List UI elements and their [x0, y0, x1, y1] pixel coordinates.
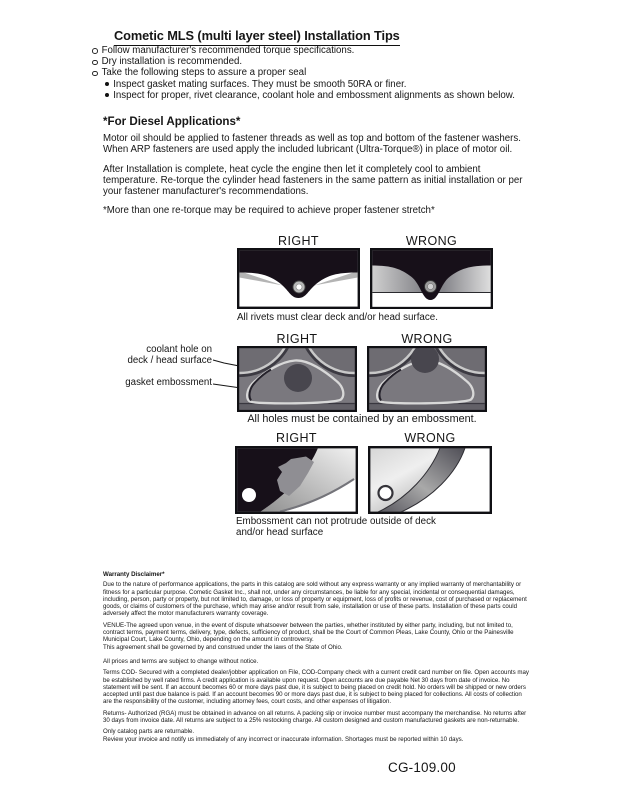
gasket-embossment-callout: gasket embossment	[125, 377, 212, 388]
venue-paragraph: VENUE-The agreed upon venue, in the event of dispute whatsoever between the parties, whether instituted by either party, including, but not limited to, contract terms, payment terms, delivery, type, defects, sufficiency of product, shall be the Court of Common Pleas, Lake County, Ohio or the Painesville Municipal Court, Lake County, Ohio, depending on the amount in controversy. This agreement shall be governed by and construed under the laws of the State of Ohio.	[103, 621, 514, 651]
row3-caption: Embossment can not protrude outside of deck and/or head surface	[236, 516, 436, 539]
wrong-label: WRONG	[405, 234, 458, 248]
diesel-paragraph-1: Motor oil should be applied to fastener threads as well as top and bottom of the fastener washers. When ARP fasteners are used apply the included lubricant (Ultra-Torque®) in place of motor oil.	[103, 133, 521, 156]
page-title: Cometic MLS (multi layer steel) Installation Tips	[114, 28, 400, 46]
coolant-hole-callout: coolant hole on deck / head surface	[127, 344, 212, 366]
rivet-diagram-right	[237, 248, 360, 309]
row2-caption: All holes must be contained by an embossment.	[247, 413, 477, 425]
list-item	[92, 45, 515, 56]
terms-paragraph: Terms COD- Secured with a completed dealer/jobber application on File, COD-Company check with a current credit card number on file. Open accounts may be established by well rated firms. A credit application is available upon request. Open accounts are due payable Net 30 days from date of invoice. No statement will be sent. If an account becomes 60 or more days past due, it is subject to being placed on credit hold. No orders will be shipped or new orders accepted until past due balance is paid. If an account becomes 90 or more days past due, it is subject to being placed for collections. All costs of collection are the responsibility of the customer, including attorney fees, court costs, and other expenses of litigation.	[103, 669, 529, 706]
diesel-paragraph-2: After Installation is complete, heat cycle the engine then let it completely cool to ambient temperature. Re-torque the cylinder head fasteners in the same pattern as initial installation or per your fastener manufacturer's recommendations.	[103, 163, 523, 197]
wrong-label: WRONG	[404, 431, 456, 445]
list-item	[105, 79, 515, 90]
returns-paragraph: Returns- Authorized (RGA) must be obtained in advance on all returns. A packing slip or invoice number must accompany the merchandise. No returns after 30 days from invoice date. All returns are subject to a 25% restocking charge. All custom designed and custom manufactured gaskets are non-returnable.	[103, 709, 527, 725]
wrong-label: WRONG	[401, 332, 453, 346]
bullet-text: Dry installation is recommended.	[101, 56, 243, 68]
rivet-diagram-wrong	[370, 248, 493, 309]
diesel-heading: *For Diesel Applications*	[103, 115, 241, 128]
list-item	[105, 90, 515, 101]
catalog-paragraph: Only catalog parts are returnable. Review your invoice and notify us immediately of any incorrect or inaccurate information. Shortages must be reported within 10 days.	[103, 728, 464, 743]
circle-bullet-icon	[92, 60, 98, 66]
row1-caption: All rivets must clear deck and/or head surface.	[237, 312, 438, 323]
legal-section	[103, 571, 529, 747]
dot-bullet-icon	[105, 82, 109, 86]
list-item	[92, 67, 515, 78]
legal-heading: Warranty Disclaimer*	[103, 571, 165, 578]
coolant-hole	[284, 364, 312, 392]
coolant-hole-diagram-right	[237, 346, 357, 412]
right-label: RIGHT	[278, 234, 319, 248]
deck-edge-diagram-right	[235, 446, 358, 514]
bullet-text: Inspect for proper, rivet clearance, coolant hole and embossment alignments as shown below.	[113, 89, 515, 101]
circle-bullet-icon	[92, 48, 98, 54]
bolt-hole	[242, 488, 256, 502]
right-label: RIGHT	[276, 332, 318, 346]
deck-edge-diagram-wrong	[368, 446, 492, 514]
warranty-paragraph: Due to the nature of performance applications, the parts in this catalog are sold without any express warranty or any implied warranty of merchantability or fitness for a particular purpose. Cometic Gasket Inc., shall not, under any circumstances, be liable for any special, incidental or consequential damages, including, person, party or property, but not limited to, damage, or loss of property or equipment, loss of profits or revenue, cost of purchased or replacement goods, or claims of customers of the purchase, which may arise and/or result from sale, installation or use of these parts. Installation of these parts could adversely affect the motor manufacturers warranty coverage.	[103, 581, 527, 618]
retorque-note: *More than one re-torque may be required to achieve proper fastener stretch*	[103, 205, 435, 216]
prices-paragraph: All prices and terms are subject to change without notice.	[103, 657, 259, 665]
bolt-hole	[379, 486, 393, 500]
bullet-text: Take the following steps to assure a proper seal	[101, 67, 307, 79]
dot-bullet-icon	[105, 93, 109, 97]
right-label: RIGHT	[276, 431, 317, 445]
page-number: CG-109.00	[388, 760, 456, 775]
circle-bullet-icon	[92, 71, 98, 77]
tips-list	[92, 45, 515, 101]
bullet-text: Inspect gasket mating surfaces. They must be smooth 50RA or finer.	[113, 78, 407, 90]
list-item	[92, 56, 515, 67]
bullet-text: Follow manufacturer's recommended torque specifications.	[101, 45, 355, 56]
coolant-hole	[411, 346, 439, 373]
coolant-hole-diagram-wrong	[367, 346, 487, 412]
